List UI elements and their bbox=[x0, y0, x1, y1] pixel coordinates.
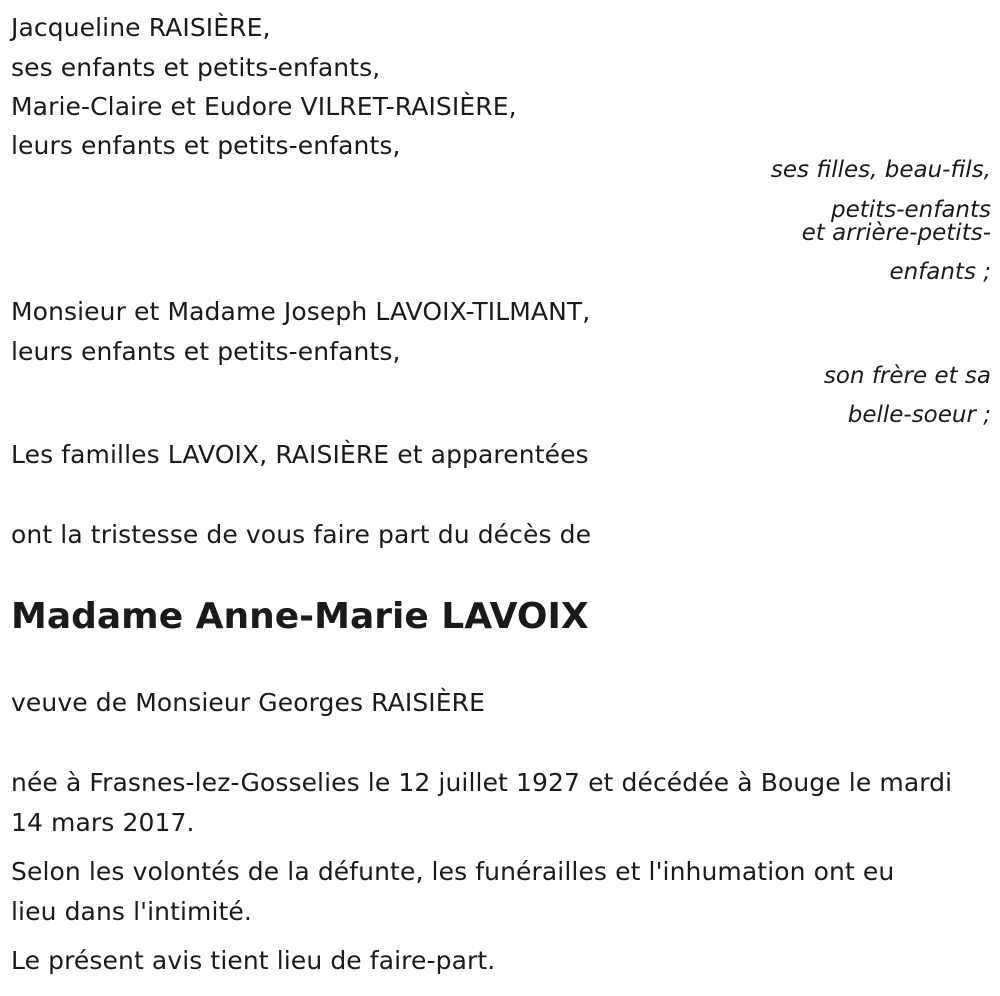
family-line-children-1: ses enfants et petits-enfants, bbox=[11, 53, 381, 82]
announcement-text: ont la tristesse de vous faire part du décès de bbox=[11, 520, 592, 549]
birth-death-line-1: née à Frasnes-lez-Gosselies le 12 juillet 1927 et décédée à Bouge le mardi bbox=[11, 768, 953, 797]
family-line-vilret-raisiere: Marie-Claire et Eudore VILRET-RAISIÈRE, bbox=[11, 92, 517, 121]
funeral-line-1: Selon les volontés de la défunte, les funérailles et l'inhumation ont eu bbox=[11, 857, 895, 886]
family-line-lavoix-tilmant: Monsieur et Madame Joseph LAVOIX-TILMANT, bbox=[11, 297, 591, 326]
relation-great-grandchildren-end: enfants ; bbox=[889, 259, 991, 285]
relation-great-grandchildren: et arrière-petits- bbox=[801, 220, 991, 246]
funeral-line-2: lieu dans l'intimité. bbox=[11, 897, 252, 926]
relation-grandchildren: petits-enfants bbox=[831, 197, 991, 223]
widow-of-text: veuve de Monsieur Georges RAISIÈRE bbox=[11, 688, 486, 717]
family-line-families: Les familles LAVOIX, RAISIÈRE et apparentées bbox=[11, 440, 589, 469]
family-line-children-3: leurs enfants et petits-enfants, bbox=[11, 337, 401, 366]
relation-brother: son frère et sa bbox=[823, 363, 991, 389]
deceased-name: Madame Anne-Marie LAVOIX bbox=[11, 596, 589, 637]
birth-death-line-2: 14 mars 2017. bbox=[11, 808, 195, 837]
family-line-children-2: leurs enfants et petits-enfants, bbox=[11, 131, 401, 160]
relation-sister-in-law: belle-soeur ; bbox=[847, 402, 991, 428]
closing-text: Le présent avis tient lieu de faire-part. bbox=[11, 946, 496, 975]
family-line-jacqueline: Jacqueline RAISIÈRE, bbox=[11, 13, 271, 42]
relation-daughters: ses filles, beau-fils, bbox=[770, 157, 991, 183]
